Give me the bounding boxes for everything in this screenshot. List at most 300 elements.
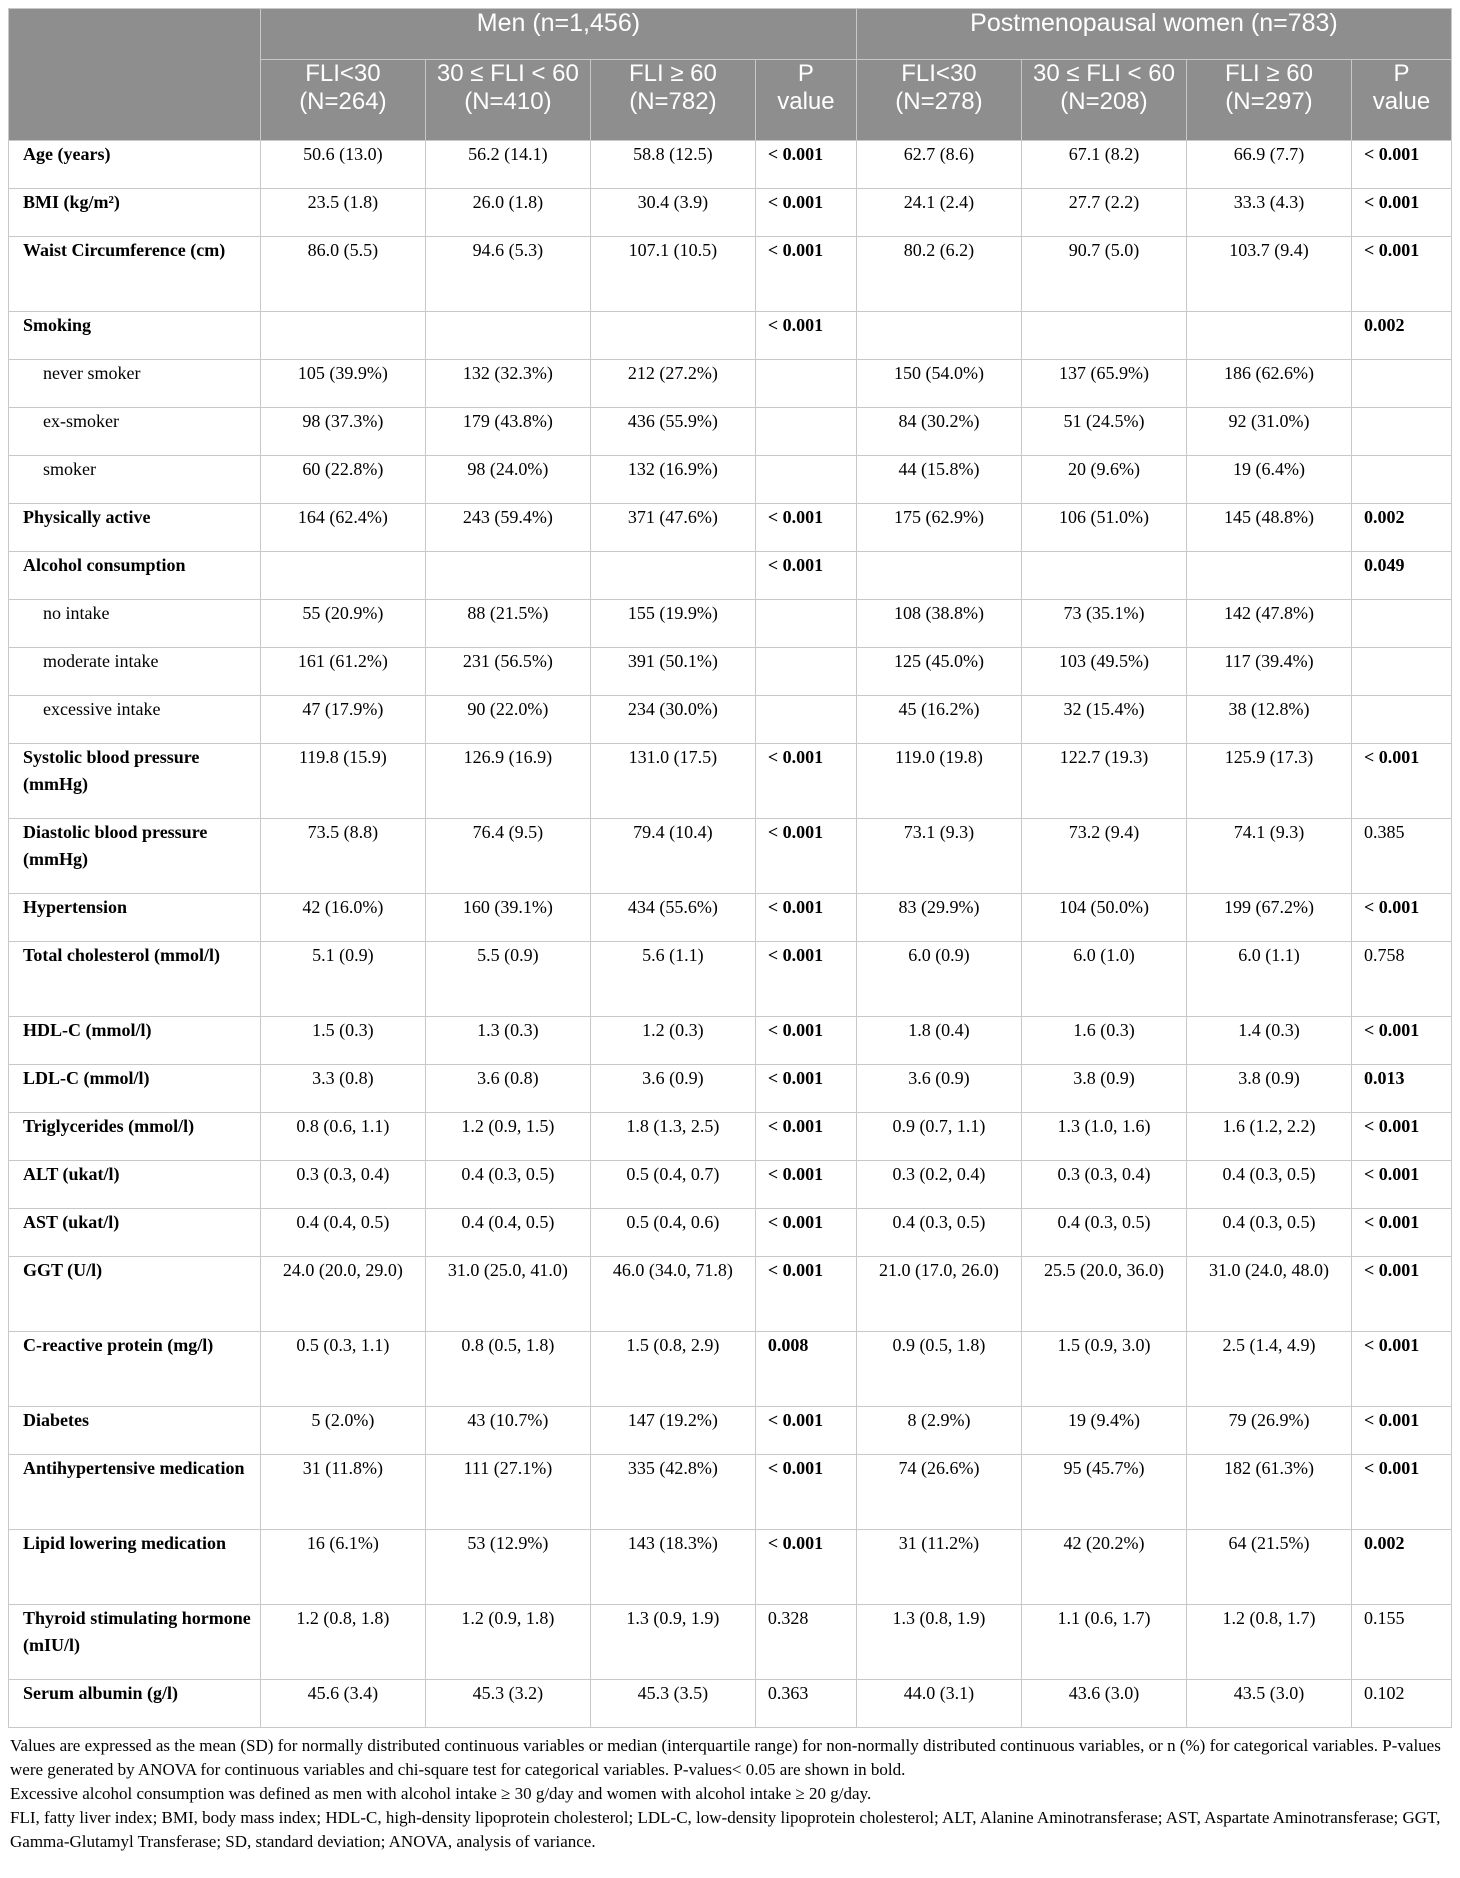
table-row (9, 819, 1452, 894)
p-value-cell (1351, 696, 1451, 744)
row-label: Hypertension (9, 894, 261, 942)
table-row (9, 696, 1452, 744)
table-cell: 64 (21.5%) (1186, 1530, 1351, 1605)
table-cell: 0.5 (0.3, 1.1) (260, 1332, 425, 1407)
column-header-line2: (N=264) (299, 88, 387, 115)
table-cell: 31.0 (25.0, 41.0) (425, 1257, 590, 1332)
table-cell: 0.3 (0.3, 0.4) (1021, 1161, 1186, 1209)
table-cell: 132 (16.9%) (590, 456, 755, 504)
table-cell: 155 (19.9%) (590, 600, 755, 648)
table-cell: 50.6 (13.0) (260, 141, 425, 189)
table-cell: 175 (62.9%) (856, 504, 1021, 552)
baseline-characteristics-table (8, 8, 1452, 1728)
table-cell: 21.0 (17.0, 26.0) (856, 1257, 1021, 1332)
row-label: Triglycerides (mmol/l) (9, 1113, 261, 1161)
table-cell: 160 (39.1%) (425, 894, 590, 942)
table-cell: 53 (12.9%) (425, 1530, 590, 1605)
table-cell: 137 (65.9%) (1021, 360, 1186, 408)
table-cell (590, 552, 755, 600)
table-cell: 60 (22.8%) (260, 456, 425, 504)
table-cell: 73 (35.1%) (1021, 600, 1186, 648)
table-cell (1021, 552, 1186, 600)
p-value-cell: < 0.001 (1351, 189, 1451, 237)
column-header-line1: FLI<30 (901, 60, 977, 87)
row-label: Lipid lowering medication (9, 1530, 261, 1605)
row-label: moderate intake (9, 648, 261, 696)
row-label: excessive intake (9, 696, 261, 744)
table-cell: 122.7 (19.3) (1021, 744, 1186, 819)
row-label: smoker (9, 456, 261, 504)
table-row (9, 237, 1452, 312)
table-cell: 32 (15.4%) (1021, 696, 1186, 744)
row-label: Serum albumin (g/l) (9, 1680, 261, 1728)
table-cell: 119.8 (15.9) (260, 744, 425, 819)
table-cell: 105 (39.9%) (260, 360, 425, 408)
row-label: BMI (kg/m²) (9, 189, 261, 237)
p-value-cell: < 0.001 (1351, 744, 1451, 819)
table-row (9, 1455, 1452, 1530)
table-cell: 0.9 (0.5, 1.8) (856, 1332, 1021, 1407)
table-cell: 126.9 (16.9) (425, 744, 590, 819)
column-header (1351, 60, 1451, 141)
p-value-cell: < 0.001 (755, 312, 856, 360)
table-cell: 164 (62.4%) (260, 504, 425, 552)
footnote: Excessive alcohol consumption was defined as men with alcohol intake ≥ 30 g/day and women with alcohol intake ≥ 20 g/day. (10, 1784, 872, 1803)
p-value-cell: < 0.001 (755, 552, 856, 600)
table-cell: 3.8 (0.9) (1186, 1065, 1351, 1113)
table-cell: 434 (55.6%) (590, 894, 755, 942)
row-label: Age (years) (9, 141, 261, 189)
p-value-cell: < 0.001 (755, 744, 856, 819)
header-stub (9, 9, 261, 141)
table-cell: 125.9 (17.3) (1186, 744, 1351, 819)
column-header (590, 60, 755, 141)
table-cell: 16 (6.1%) (260, 1530, 425, 1605)
table-cell: 1.2 (0.8, 1.7) (1186, 1605, 1351, 1680)
table-cell: 31 (11.8%) (260, 1455, 425, 1530)
table-cell: 3.8 (0.9) (1021, 1065, 1186, 1113)
table-cell: 1.8 (0.4) (856, 1017, 1021, 1065)
table-cell: 73.5 (8.8) (260, 819, 425, 894)
p-value-cell: < 0.001 (755, 237, 856, 312)
table-cell: 1.2 (0.3) (590, 1017, 755, 1065)
table-cell: 1.3 (0.3) (425, 1017, 590, 1065)
p-value-cell: < 0.001 (1351, 894, 1451, 942)
table-row (9, 1257, 1452, 1332)
table-cell: 73.2 (9.4) (1021, 819, 1186, 894)
table-cell: 42 (16.0%) (260, 894, 425, 942)
table-cell (1186, 552, 1351, 600)
table-cell: 46.0 (34.0, 71.8) (590, 1257, 755, 1332)
table-cell: 1.2 (0.9, 1.8) (425, 1605, 590, 1680)
table-cell: 74 (26.6%) (856, 1455, 1021, 1530)
table-cell: 132 (32.3%) (425, 360, 590, 408)
table-cell: 1.3 (1.0, 1.6) (1021, 1113, 1186, 1161)
row-label: Waist Circumference (cm) (9, 237, 261, 312)
column-header-line1: P (797, 60, 814, 87)
p-value-cell: < 0.001 (755, 1455, 856, 1530)
row-label: Physically active (9, 504, 261, 552)
p-value-cell: < 0.001 (755, 141, 856, 189)
row-label: Alcohol consumption (9, 552, 261, 600)
row-label: Systolic blood pressure (mmHg) (9, 744, 261, 819)
table-cell: 0.4 (0.3, 0.5) (1186, 1209, 1351, 1257)
table-cell: 179 (43.8%) (425, 408, 590, 456)
table-cell: 24.0 (20.0, 29.0) (260, 1257, 425, 1332)
table-row (9, 648, 1452, 696)
table-cell: 436 (55.9%) (590, 408, 755, 456)
table-cell: 98 (24.0%) (425, 456, 590, 504)
p-value-cell: < 0.001 (1351, 1209, 1451, 1257)
column-header-line1: FLI ≥ 60 (628, 60, 717, 87)
p-value-cell (755, 456, 856, 504)
table-cell: 371 (47.6%) (590, 504, 755, 552)
table-cell: 1.6 (0.3) (1021, 1017, 1186, 1065)
table-cell: 55 (20.9%) (260, 600, 425, 648)
table-cell: 0.3 (0.2, 0.4) (856, 1161, 1021, 1209)
table-cell: 74.1 (9.3) (1186, 819, 1351, 894)
header-group-men: Men (n=1,456) (260, 9, 856, 60)
table-cell: 391 (50.1%) (590, 648, 755, 696)
table-body (9, 141, 1452, 1728)
table-row (9, 504, 1452, 552)
table-cell: 67.1 (8.2) (1021, 141, 1186, 189)
p-value-cell (1351, 408, 1451, 456)
table-cell: 43.6 (3.0) (1021, 1680, 1186, 1728)
table-cell: 56.2 (14.1) (425, 141, 590, 189)
table-cell: 0.4 (0.4, 0.5) (425, 1209, 590, 1257)
p-value-cell: < 0.001 (1351, 1161, 1451, 1209)
column-header (1021, 60, 1186, 141)
p-value-cell: 0.363 (755, 1680, 856, 1728)
table-row (9, 312, 1452, 360)
table-row (9, 141, 1452, 189)
table-cell: 150 (54.0%) (856, 360, 1021, 408)
row-label: never smoker (9, 360, 261, 408)
table-cell: 1.6 (1.2, 2.2) (1186, 1113, 1351, 1161)
table-cell: 1.2 (0.8, 1.8) (260, 1605, 425, 1680)
row-label: no intake (9, 600, 261, 648)
table-row (9, 552, 1452, 600)
table-cell: 131.0 (17.5) (590, 744, 755, 819)
table-cell: 212 (27.2%) (590, 360, 755, 408)
table-cell: 30.4 (3.9) (590, 189, 755, 237)
p-value-cell: < 0.001 (755, 1065, 856, 1113)
column-header-line1: FLI ≥ 60 (1225, 60, 1313, 87)
table-cell: 66.9 (7.7) (1186, 141, 1351, 189)
row-label: HDL-C (mmol/l) (9, 1017, 261, 1065)
p-value-cell: 0.002 (1351, 1530, 1451, 1605)
table-row (9, 1209, 1452, 1257)
table-cell: 43.5 (3.0) (1186, 1680, 1351, 1728)
p-value-cell: < 0.001 (1351, 237, 1451, 312)
row-label: Antihypertensive medication (9, 1455, 261, 1530)
p-value-cell: < 0.001 (755, 504, 856, 552)
table-cell: 25.5 (20.0, 36.0) (1021, 1257, 1186, 1332)
table-row (9, 189, 1452, 237)
table-cell: 45.6 (3.4) (260, 1680, 425, 1728)
table-cell: 79 (26.9%) (1186, 1407, 1351, 1455)
row-label: LDL-C (mmol/l) (9, 1065, 261, 1113)
table-cell: 0.4 (0.3, 0.5) (1021, 1209, 1186, 1257)
table-cell: 1.8 (1.3, 2.5) (590, 1113, 755, 1161)
table-cell: 31 (11.2%) (856, 1530, 1021, 1605)
column-header (856, 60, 1021, 141)
table-cell: 1.4 (0.3) (1186, 1017, 1351, 1065)
table-row (9, 1605, 1452, 1680)
table-cell: 92 (31.0%) (1186, 408, 1351, 456)
table-cell (425, 312, 590, 360)
p-value-cell: < 0.001 (1351, 1017, 1451, 1065)
table-cell: 0.3 (0.3, 0.4) (260, 1161, 425, 1209)
table-cell: 94.6 (5.3) (425, 237, 590, 312)
table-cell: 83 (29.9%) (856, 894, 1021, 942)
column-header-line1: 30 ≤ FLI < 60 (1032, 60, 1175, 87)
table-cell: 27.7 (2.2) (1021, 189, 1186, 237)
table-cell: 1.3 (0.9, 1.9) (590, 1605, 755, 1680)
table-cell: 80.2 (6.2) (856, 237, 1021, 312)
p-value-cell: < 0.001 (1351, 1332, 1451, 1407)
table-row (9, 360, 1452, 408)
table-cell: 186 (62.6%) (1186, 360, 1351, 408)
table-cell: 335 (42.8%) (590, 1455, 755, 1530)
table-cell: 117 (39.4%) (1186, 648, 1351, 696)
table-cell: 20 (9.6%) (1021, 456, 1186, 504)
p-value-cell (755, 696, 856, 744)
table-cell: 0.5 (0.4, 0.6) (590, 1209, 755, 1257)
table-cell: 2.5 (1.4, 4.9) (1186, 1332, 1351, 1407)
table-row (9, 1530, 1452, 1605)
group-header-row (9, 9, 1452, 60)
table-cell: 26.0 (1.8) (425, 189, 590, 237)
table-cell: 6.0 (1.0) (1021, 942, 1186, 1017)
table-cell: 0.8 (0.6, 1.1) (260, 1113, 425, 1161)
table-cell: 143 (18.3%) (590, 1530, 755, 1605)
table-cell: 1.5 (0.8, 2.9) (590, 1332, 755, 1407)
table-cell: 51 (24.5%) (1021, 408, 1186, 456)
table-cell: 5.1 (0.9) (260, 942, 425, 1017)
p-value-cell (1351, 456, 1451, 504)
column-header-line2: (N=278) (895, 88, 983, 115)
table-cell: 45.3 (3.5) (590, 1680, 755, 1728)
table-cell: 19 (6.4%) (1186, 456, 1351, 504)
table-cell: 38 (12.8%) (1186, 696, 1351, 744)
table-cell: 23.5 (1.8) (260, 189, 425, 237)
table-cell (590, 312, 755, 360)
table-cell (260, 312, 425, 360)
table-cell: 6.0 (0.9) (856, 942, 1021, 1017)
table-cell: 147 (19.2%) (590, 1407, 755, 1455)
table-cell: 1.1 (0.6, 1.7) (1021, 1605, 1186, 1680)
table-cell: 0.9 (0.7, 1.1) (856, 1113, 1021, 1161)
p-value-cell: < 0.001 (755, 1209, 856, 1257)
row-label: ALT (ukat/l) (9, 1161, 261, 1209)
p-value-cell: < 0.001 (755, 1530, 856, 1605)
table-row (9, 894, 1452, 942)
row-label: ex-smoker (9, 408, 261, 456)
p-value-cell: < 0.001 (755, 819, 856, 894)
table-cell: 182 (61.3%) (1186, 1455, 1351, 1530)
table-row (9, 1407, 1452, 1455)
table-cell (425, 552, 590, 600)
column-header-line2: (N=297) (1225, 88, 1313, 115)
table-cell: 62.7 (8.6) (856, 141, 1021, 189)
row-label: Diastolic blood pressure (mmHg) (9, 819, 261, 894)
table-row (9, 600, 1452, 648)
p-value-cell: < 0.001 (1351, 1257, 1451, 1332)
p-value-cell: < 0.001 (1351, 1455, 1451, 1530)
footnote: Values are expressed as the mean (SD) for normally distributed continuous variables or median (interquartile range) for non-normally distributed continuous variables, or n (%) for categorical variables. P-values were generated by ANOVA for continuous variables and chi-square test for categorical variables. P-values< 0.05 are shown in bold. (10, 1736, 1441, 1779)
table-cell: 0.8 (0.5, 1.8) (425, 1332, 590, 1407)
table-cell: 0.4 (0.3, 0.5) (1186, 1161, 1351, 1209)
row-label: GGT (U/l) (9, 1257, 261, 1332)
table-container (8, 8, 1452, 1854)
table-cell: 119.0 (19.8) (856, 744, 1021, 819)
table-cell: 142 (47.8%) (1186, 600, 1351, 648)
table-cell: 33.3 (4.3) (1186, 189, 1351, 237)
p-value-cell: < 0.001 (755, 1257, 856, 1332)
table-cell: 6.0 (1.1) (1186, 942, 1351, 1017)
header-group-women: Postmenopausal women (n=783) (856, 9, 1451, 60)
table-cell: 234 (30.0%) (590, 696, 755, 744)
table-cell: 45.3 (3.2) (425, 1680, 590, 1728)
column-header-line1: 30 ≤ FLI < 60 (436, 60, 579, 87)
table-cell: 88 (21.5%) (425, 600, 590, 648)
table-cell: 3.6 (0.9) (856, 1065, 1021, 1113)
table-row (9, 1161, 1452, 1209)
table-cell: 104 (50.0%) (1021, 894, 1186, 942)
table-cell: 161 (61.2%) (260, 648, 425, 696)
p-value-cell: < 0.001 (755, 1407, 856, 1455)
table-cell: 1.5 (0.9, 3.0) (1021, 1332, 1186, 1407)
table-cell: 125 (45.0%) (856, 648, 1021, 696)
table-cell: 108 (38.8%) (856, 600, 1021, 648)
p-value-cell: < 0.001 (1351, 1407, 1451, 1455)
p-value-cell (1351, 600, 1451, 648)
p-value-cell: < 0.001 (755, 1161, 856, 1209)
p-value-cell: < 0.001 (755, 894, 856, 942)
row-label: Thyroid stimulating hormone (mIU/l) (9, 1605, 261, 1680)
table-row (9, 408, 1452, 456)
p-value-cell: 0.102 (1351, 1680, 1451, 1728)
table-cell: 44 (15.8%) (856, 456, 1021, 504)
table-row (9, 1017, 1452, 1065)
table-row (9, 942, 1452, 1017)
row-label: C-reactive protein (mg/l) (9, 1332, 261, 1407)
p-value-cell (755, 360, 856, 408)
table-cell: 8 (2.9%) (856, 1407, 1021, 1455)
table-row (9, 744, 1452, 819)
p-value-cell (1351, 648, 1451, 696)
table-row (9, 1113, 1452, 1161)
table-cell: 5.5 (0.9) (425, 942, 590, 1017)
table-cell: 19 (9.4%) (1021, 1407, 1186, 1455)
table-row (9, 1332, 1452, 1407)
table-cell: 3.3 (0.8) (260, 1065, 425, 1113)
p-value-cell: < 0.001 (755, 1113, 856, 1161)
column-header-line2: value (1372, 88, 1431, 115)
table-cell: 107.1 (10.5) (590, 237, 755, 312)
table-cell: 0.4 (0.3, 0.5) (856, 1209, 1021, 1257)
p-value-cell: < 0.001 (1351, 1113, 1451, 1161)
p-value-cell: 0.758 (1351, 942, 1451, 1017)
p-value-cell: 0.328 (755, 1605, 856, 1680)
table-cell: 111 (27.1%) (425, 1455, 590, 1530)
table-cell: 3.6 (0.8) (425, 1065, 590, 1113)
p-value-cell (755, 408, 856, 456)
column-header-line2: (N=410) (464, 88, 552, 115)
table-cell: 1.2 (0.9, 1.5) (425, 1113, 590, 1161)
table-cell: 86.0 (5.5) (260, 237, 425, 312)
column-header (755, 60, 856, 141)
table-cell: 45 (16.2%) (856, 696, 1021, 744)
row-label: Smoking (9, 312, 261, 360)
table-cell: 79.4 (10.4) (590, 819, 755, 894)
table-cell: 3.6 (0.9) (590, 1065, 755, 1113)
column-header-line1: FLI<30 (305, 60, 381, 87)
p-value-cell (1351, 360, 1451, 408)
table-cell: 5.6 (1.1) (590, 942, 755, 1017)
table-cell: 76.4 (9.5) (425, 819, 590, 894)
table-cell (856, 312, 1021, 360)
table-footnotes (8, 1734, 1450, 1854)
table-cell: 103 (49.5%) (1021, 648, 1186, 696)
p-value-cell: 0.013 (1351, 1065, 1451, 1113)
table-cell: 95 (45.7%) (1021, 1455, 1186, 1530)
table-cell: 73.1 (9.3) (856, 819, 1021, 894)
table-cell: 43 (10.7%) (425, 1407, 590, 1455)
table-header (9, 9, 1452, 141)
table-cell: 243 (59.4%) (425, 504, 590, 552)
table-cell: 1.5 (0.3) (260, 1017, 425, 1065)
table-cell (1186, 312, 1351, 360)
p-value-cell: < 0.001 (1351, 141, 1451, 189)
table-cell: 58.8 (12.5) (590, 141, 755, 189)
table-cell (260, 552, 425, 600)
p-value-cell: 0.002 (1351, 504, 1451, 552)
table-cell: 231 (56.5%) (425, 648, 590, 696)
p-value-cell: < 0.001 (755, 1017, 856, 1065)
column-header-line2: (N=208) (1060, 88, 1148, 115)
row-label: Diabetes (9, 1407, 261, 1455)
table-cell: 199 (67.2%) (1186, 894, 1351, 942)
p-value-cell: 0.155 (1351, 1605, 1451, 1680)
table-cell: 0.5 (0.4, 0.7) (590, 1161, 755, 1209)
table-cell: 24.1 (2.4) (856, 189, 1021, 237)
p-value-cell: 0.008 (755, 1332, 856, 1407)
p-value-cell: < 0.001 (755, 189, 856, 237)
table-cell: 31.0 (24.0, 48.0) (1186, 1257, 1351, 1332)
p-value-cell (755, 648, 856, 696)
column-header (425, 60, 590, 141)
footnote: FLI, fatty liver index; BMI, body mass index; HDL-C, high-density lipoprotein cholesterol; LDL-C, low-density lipoprotein cholesterol; ALT, Alanine Aminotransferase; AST, Aspartate Aminotransferase; GGT, Gamma-Glutamyl Transferase; SD, standard deviation; ANOVA, analysis of variance. (10, 1808, 1441, 1851)
column-header-line1: P (1393, 60, 1410, 87)
column-header (260, 60, 425, 141)
column-header-line2: (N=782) (629, 88, 717, 115)
column-header (1186, 60, 1351, 141)
column-header-line2: value (777, 88, 835, 115)
p-value-cell: 0.385 (1351, 819, 1451, 894)
table-cell: 44.0 (3.1) (856, 1680, 1021, 1728)
table-cell: 47 (17.9%) (260, 696, 425, 744)
p-value-cell: < 0.001 (755, 942, 856, 1017)
table-cell: 0.4 (0.4, 0.5) (260, 1209, 425, 1257)
table-cell: 0.4 (0.3, 0.5) (425, 1161, 590, 1209)
table-cell: 84 (30.2%) (856, 408, 1021, 456)
table-row (9, 1065, 1452, 1113)
table-cell: 42 (20.2%) (1021, 1530, 1186, 1605)
p-value-cell: 0.049 (1351, 552, 1451, 600)
